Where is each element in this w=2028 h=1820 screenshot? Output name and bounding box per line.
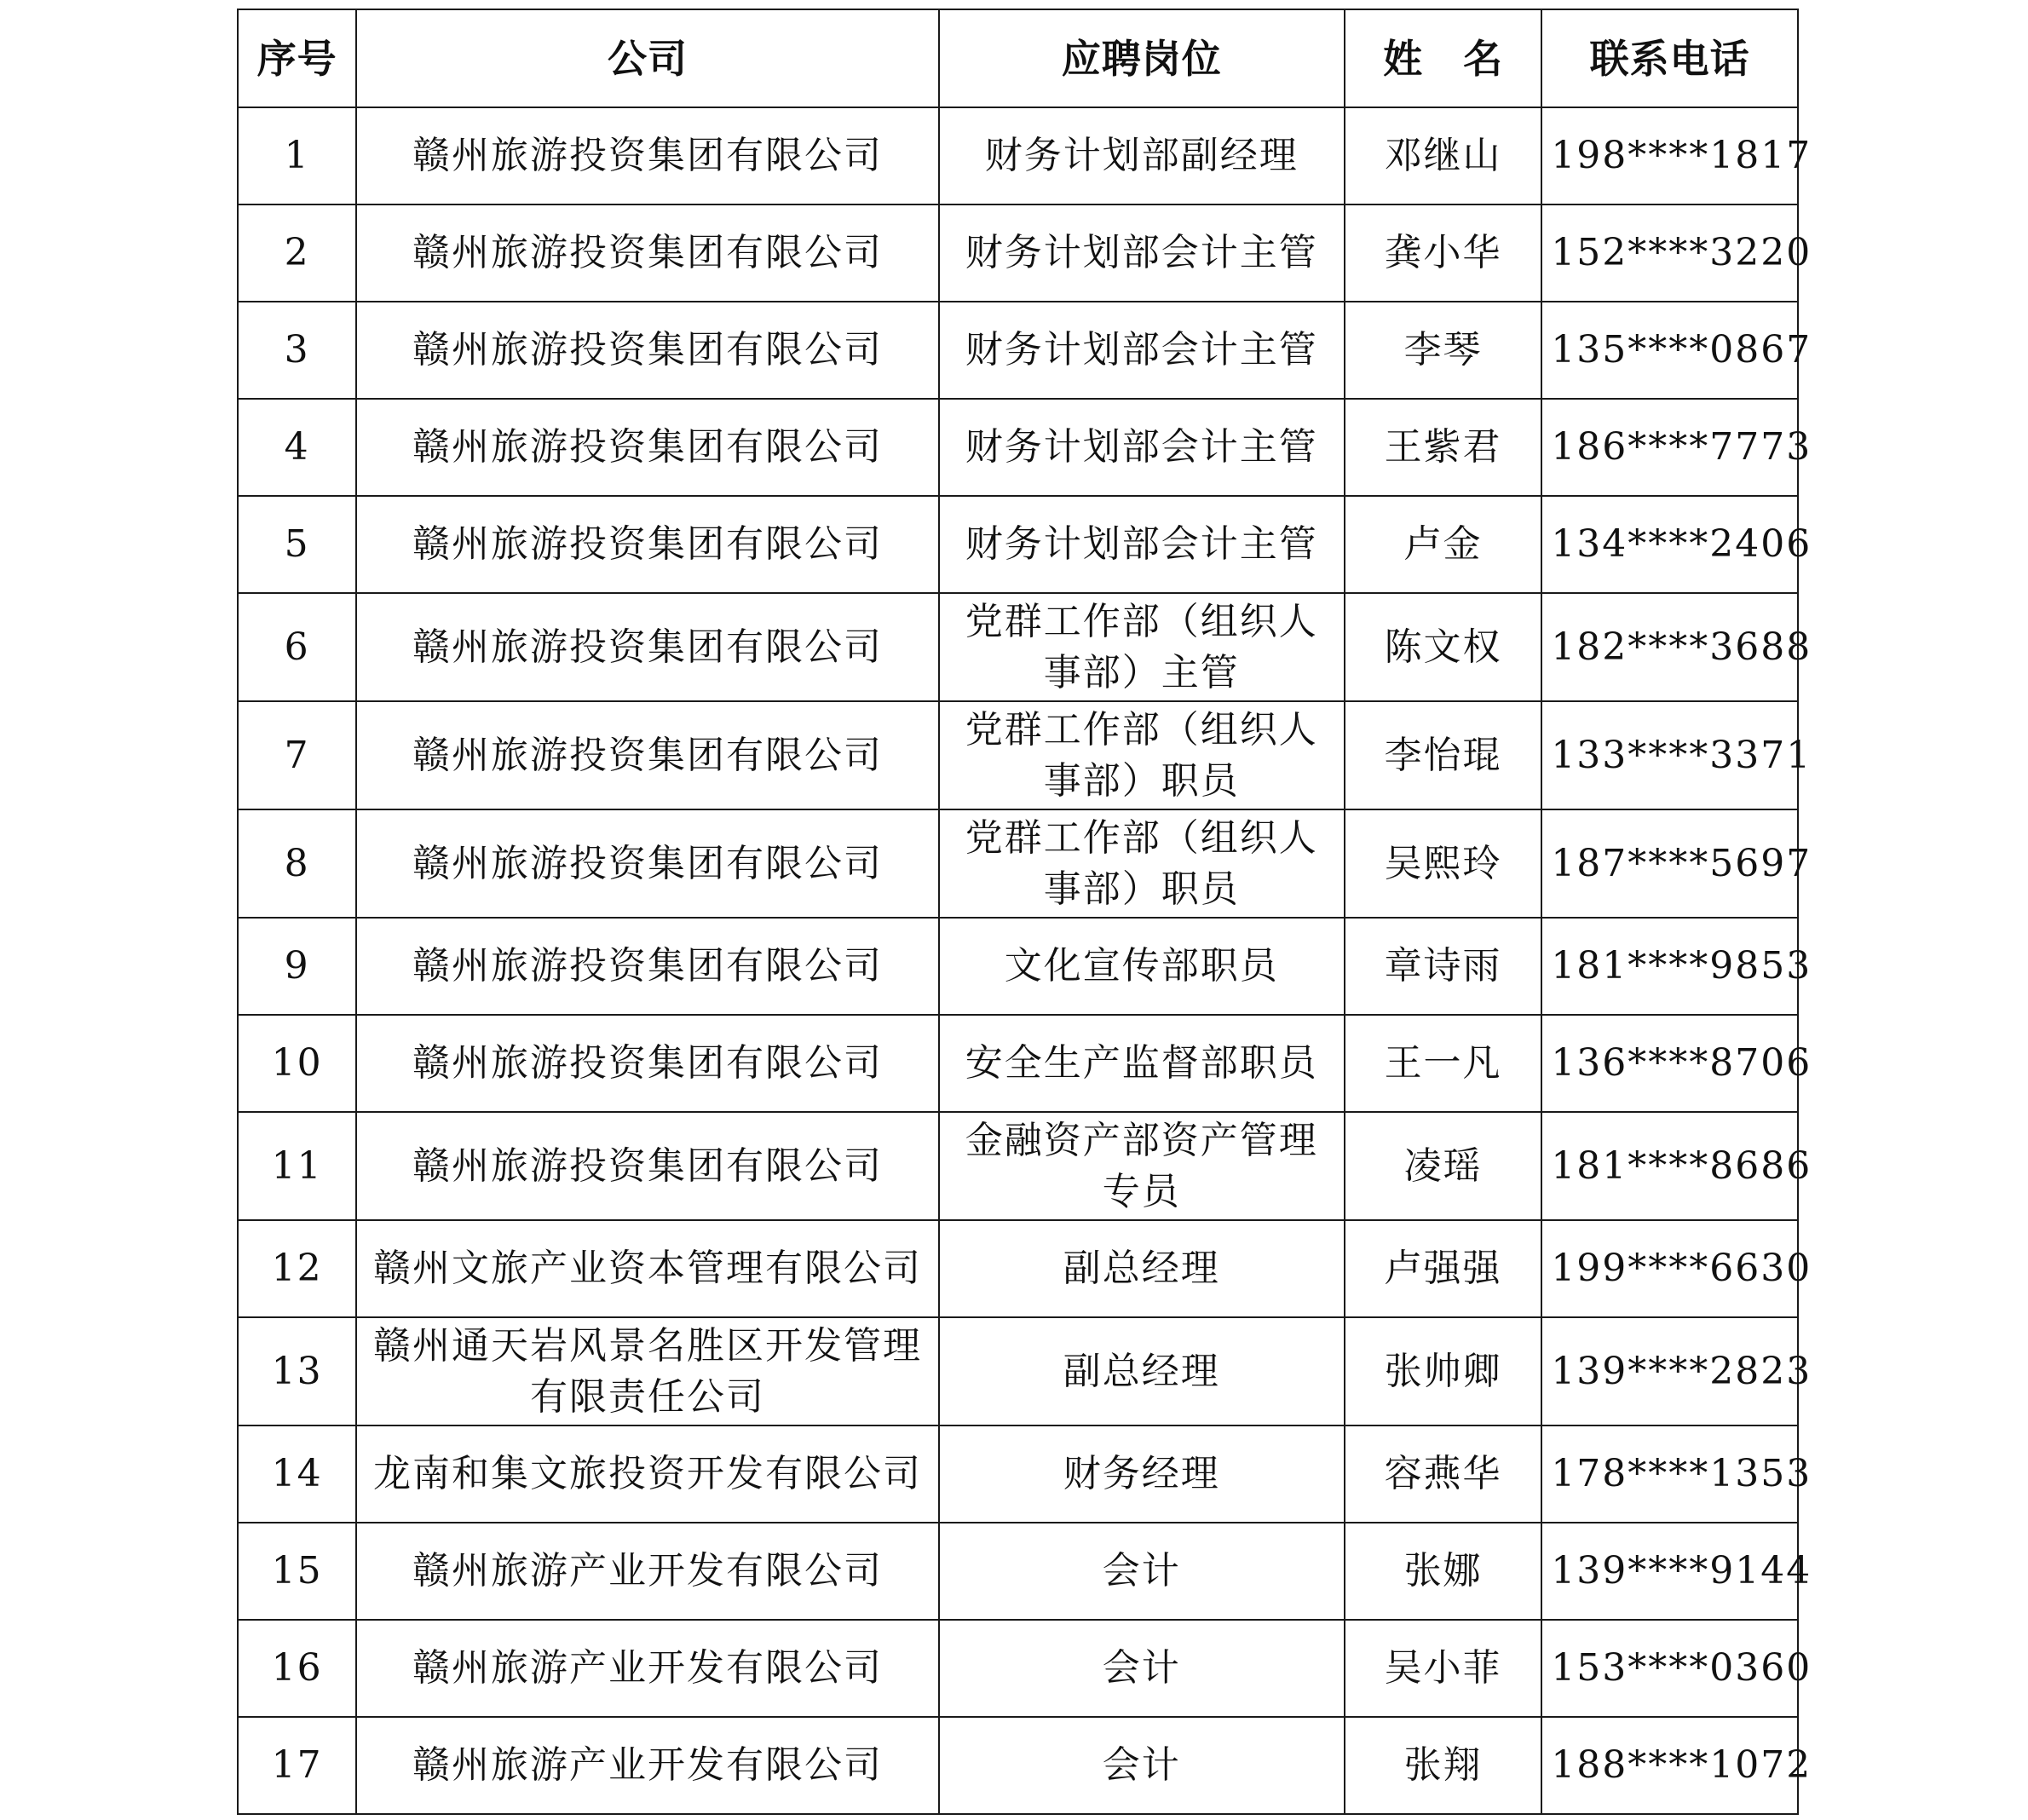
cell-serial: 14 [238,1425,356,1523]
cell-position: 文化宣传部职员 [939,918,1345,1015]
cell-position: 金融资产部资产管理专员 [939,1112,1345,1220]
cell-name: 李怡琨 [1345,701,1542,809]
cell-name: 卢金 [1345,496,1542,593]
header-position: 应聘岗位 [939,9,1345,107]
cell-phone: 136****8706 [1541,1015,1798,1112]
table-row [238,1015,1798,1112]
cell-position: 财务计划部会计主管 [939,204,1345,302]
cell-position: 财务计划部会计主管 [939,496,1345,593]
cell-position: 副总经理 [939,1317,1345,1425]
header-phone: 联系电话 [1541,9,1798,107]
cell-serial: 3 [238,302,356,399]
cell-name: 章诗雨 [1345,918,1542,1015]
cell-phone: 133****3371 [1541,701,1798,809]
cell-company: 赣州旅游投资集团有限公司 [356,1112,938,1220]
cell-serial: 11 [238,1112,356,1220]
table-row [238,1425,1798,1523]
cell-serial: 13 [238,1317,356,1425]
cell-phone: 187****5697 [1541,809,1798,918]
cell-serial: 9 [238,918,356,1015]
cell-phone: 153****0360 [1541,1620,1798,1717]
cell-serial: 5 [238,496,356,593]
table-row [238,809,1798,918]
cell-serial: 17 [238,1717,356,1814]
cell-name: 张娜 [1345,1523,1542,1620]
table-row [238,1523,1798,1620]
table-row [238,302,1798,399]
table-row [238,399,1798,496]
table-row [238,1112,1798,1220]
cell-company: 赣州旅游投资集团有限公司 [356,204,938,302]
cell-serial: 12 [238,1220,356,1317]
cell-name: 张翔 [1345,1717,1542,1814]
cell-serial: 10 [238,1015,356,1112]
cell-position: 安全生产监督部职员 [939,1015,1345,1112]
cell-serial: 1 [238,107,356,204]
cell-serial: 2 [238,204,356,302]
cell-name: 卢强强 [1345,1220,1542,1317]
table-row [238,496,1798,593]
cell-phone: 181****8686 [1541,1112,1798,1220]
cell-serial: 4 [238,399,356,496]
cell-phone: 134****2406 [1541,496,1798,593]
table-row [238,1717,1798,1814]
cell-position: 会计 [939,1523,1345,1620]
cell-company: 赣州旅游投资集团有限公司 [356,701,938,809]
table-row [238,1220,1798,1317]
cell-position: 会计 [939,1620,1345,1717]
table-row [238,918,1798,1015]
cell-company: 赣州旅游产业开发有限公司 [356,1717,938,1814]
cell-name: 王一凡 [1345,1015,1542,1112]
cell-company: 赣州旅游投资集团有限公司 [356,1015,938,1112]
cell-name: 吴熙玲 [1345,809,1542,918]
cell-name: 李琴 [1345,302,1542,399]
cell-phone: 198****1817 [1541,107,1798,204]
cell-company: 赣州旅游投资集团有限公司 [356,918,938,1015]
cell-position: 财务计划部会计主管 [939,399,1345,496]
header-company: 公司 [356,9,938,107]
table-row [238,1317,1798,1425]
cell-company: 赣州旅游投资集团有限公司 [356,399,938,496]
cell-name: 张帅卿 [1345,1317,1542,1425]
cell-company: 赣州旅游产业开发有限公司 [356,1523,938,1620]
table-row [238,107,1798,204]
cell-serial: 7 [238,701,356,809]
cell-serial: 8 [238,809,356,918]
cell-phone: 152****3220 [1541,204,1798,302]
cell-phone: 135****0867 [1541,302,1798,399]
cell-phone: 139****9144 [1541,1523,1798,1620]
cell-company: 赣州旅游投资集团有限公司 [356,496,938,593]
cell-serial: 15 [238,1523,356,1620]
cell-company: 赣州旅游产业开发有限公司 [356,1620,938,1717]
cell-position: 财务计划部会计主管 [939,302,1345,399]
cell-position: 党群工作部（组织人事部）职员 [939,809,1345,918]
cell-phone: 188****1072 [1541,1717,1798,1814]
table-row [238,1620,1798,1717]
table-header-row [238,9,1798,107]
table-row [238,593,1798,701]
cell-position: 党群工作部（组织人事部）主管 [939,593,1345,701]
table-row [238,701,1798,809]
cell-position: 会计 [939,1717,1345,1814]
cell-name: 容燕华 [1345,1425,1542,1523]
cell-company: 赣州旅游投资集团有限公司 [356,809,938,918]
cell-name: 凌瑶 [1345,1112,1542,1220]
candidate-table [237,9,1812,1815]
cell-company: 赣州旅游投资集团有限公司 [356,593,938,701]
cell-phone: 186****7773 [1541,399,1798,496]
cell-company: 龙南和集文旅投资开发有限公司 [356,1425,938,1523]
cell-name: 陈文权 [1345,593,1542,701]
cell-phone: 199****6630 [1541,1220,1798,1317]
cell-position: 党群工作部（组织人事部）职员 [939,701,1345,809]
cell-name: 邓继山 [1345,107,1542,204]
header-name: 姓 名 [1345,9,1542,107]
cell-company: 赣州旅游投资集团有限公司 [356,302,938,399]
cell-position: 财务经理 [939,1425,1345,1523]
cell-position: 财务计划部副经理 [939,107,1345,204]
cell-phone: 182****3688 [1541,593,1798,701]
cell-company: 赣州通天岩风景名胜区开发管理有限责任公司 [356,1317,938,1425]
cell-company: 赣州旅游投资集团有限公司 [356,107,938,204]
cell-name: 龚小华 [1345,204,1542,302]
cell-name: 吴小菲 [1345,1620,1542,1717]
table-row [238,204,1798,302]
header-serial: 序号 [238,9,356,107]
cell-position: 副总经理 [939,1220,1345,1317]
cell-serial: 16 [238,1620,356,1717]
cell-name: 王紫君 [1345,399,1542,496]
cell-company: 赣州文旅产业资本管理有限公司 [356,1220,938,1317]
cell-phone: 139****2823 [1541,1317,1798,1425]
cell-serial: 6 [238,593,356,701]
cell-phone: 181****9853 [1541,918,1798,1015]
cell-phone: 178****1353 [1541,1425,1798,1523]
